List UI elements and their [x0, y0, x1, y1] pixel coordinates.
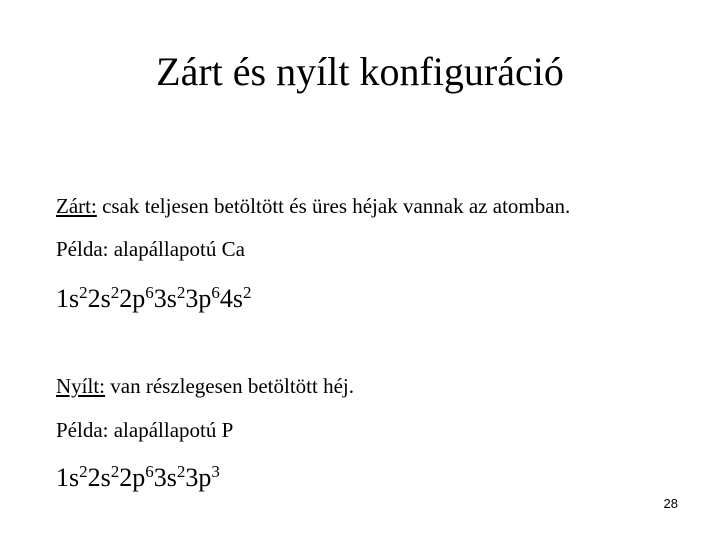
- closed-definition: [56, 193, 570, 219]
- closed-example: Példa: alapállapotú Ca: [56, 237, 245, 261]
- open-term: Nyílt:: [56, 374, 106, 398]
- config-term: $1s^2$: [56, 283, 88, 313]
- page-number: 28: [663, 496, 678, 511]
- config-term: $2s^2$: [87, 462, 120, 492]
- open-definition-text: van részlegesen betöltött héj.: [105, 374, 355, 398]
- open-example: Példa: alapállapotú P: [56, 418, 234, 442]
- config-term: $2p^6$: [119, 283, 154, 313]
- closed-definition-text: csak teljesen betöltött és üres héjak vannak az atomban.: [96, 194, 571, 218]
- config-term: $3s^2$: [153, 462, 186, 492]
- config-term: $4s^2$: [219, 283, 252, 313]
- config-term: $3s^2$: [153, 283, 186, 313]
- closed-term: Zárt:: [56, 194, 97, 218]
- slide-title: Zárt és nyílt konfiguráció: [156, 49, 564, 94]
- config-term: $2p^6$: [119, 462, 154, 492]
- config-term: $3p^3$: [185, 462, 220, 492]
- config-term: $1s^2$: [56, 462, 88, 492]
- config-term: $2s^2$: [87, 283, 120, 313]
- open-configuration: [56, 462, 220, 494]
- open-definition: [56, 373, 354, 399]
- config-term: $3p^6$: [185, 283, 220, 313]
- closed-configuration: [56, 283, 252, 315]
